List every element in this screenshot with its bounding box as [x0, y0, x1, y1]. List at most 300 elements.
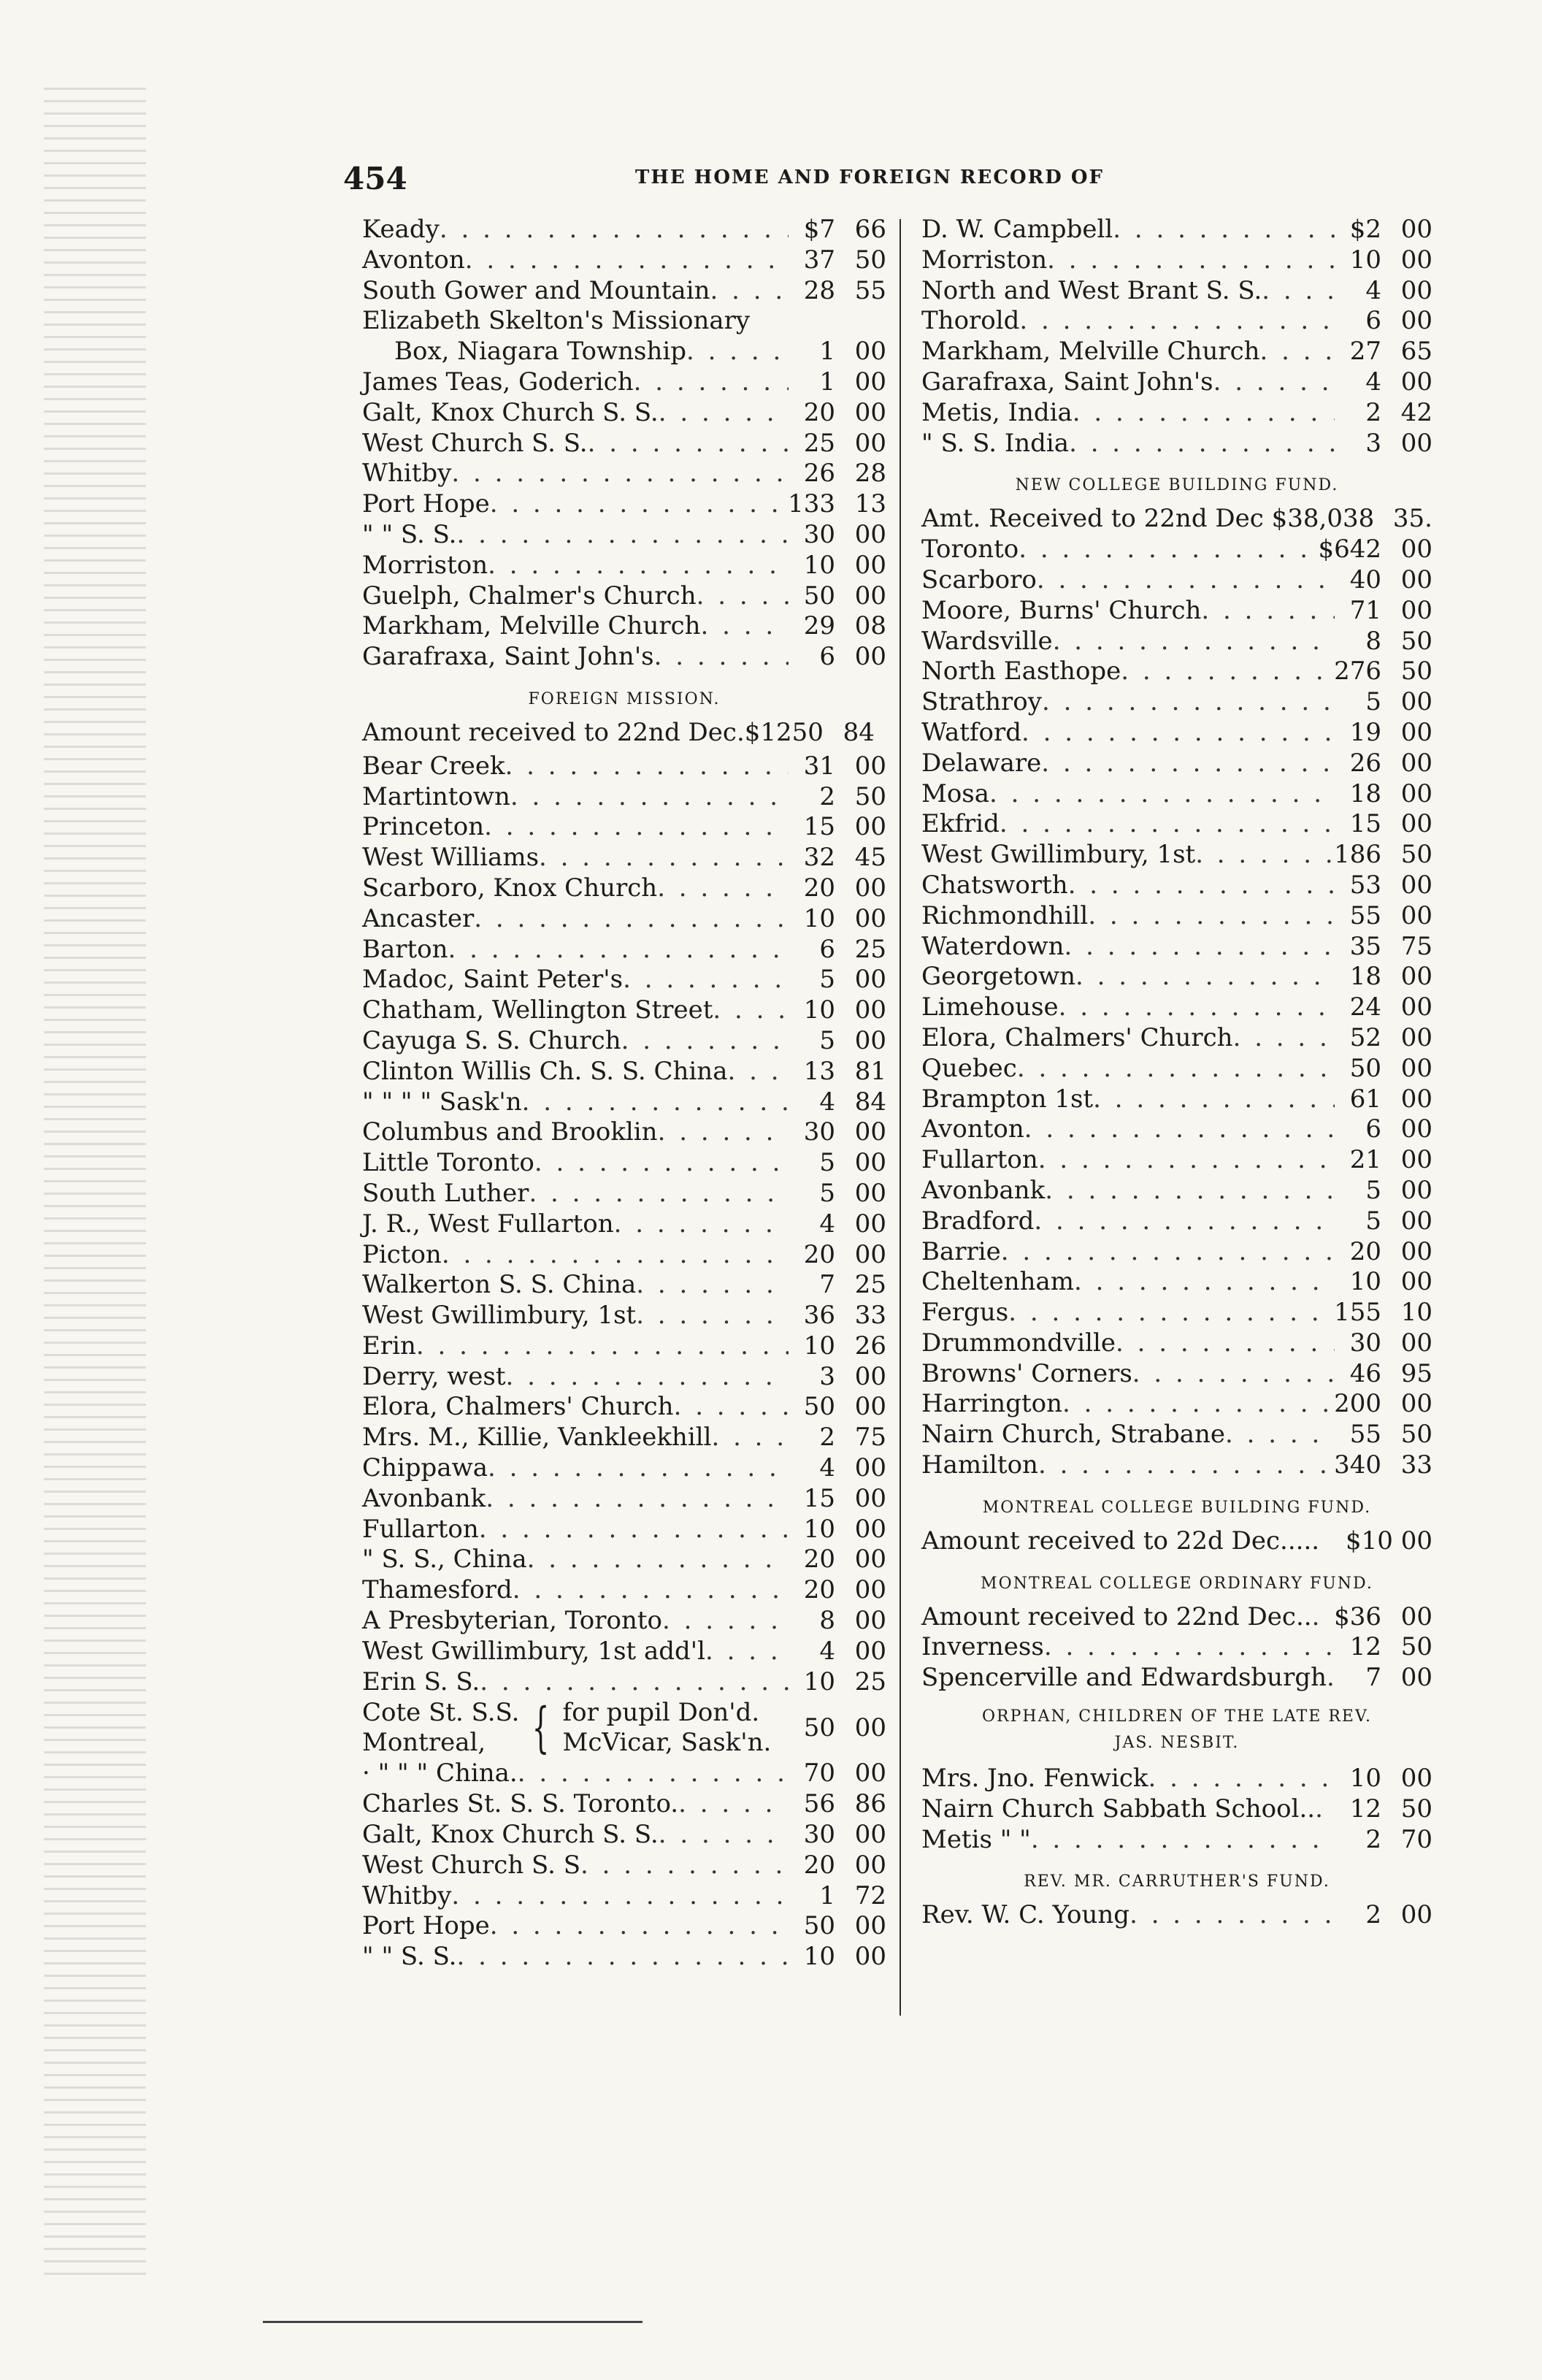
entry-cents: 00: [1400, 1900, 1432, 1930]
entry-cents: 00: [1400, 275, 1432, 305]
entry-name: Scarboro: [921, 565, 1037, 594]
list-item: [921, 1359, 1432, 1390]
leader-dots: [1260, 337, 1335, 367]
entry-dollars: 26: [1349, 748, 1381, 778]
entry-name: Brampton 1st: [921, 1084, 1094, 1114]
entry-dollars: 56: [803, 1789, 835, 1819]
college-amount-row: [921, 504, 1432, 535]
list-item: [362, 581, 886, 612]
entry-name: " S. S. India: [921, 428, 1070, 458]
entry-dollars: 7: [819, 1270, 835, 1300]
list-item: [362, 489, 886, 520]
entry-cents: 66: [854, 215, 886, 244]
entry-name: Amount received to 22d Dec.....: [921, 1526, 1320, 1556]
list-item: [362, 276, 886, 307]
entry-cents: 13: [854, 489, 886, 519]
entry-cents: 00: [854, 1942, 886, 1972]
list-item: [921, 1114, 1432, 1145]
leader-dots: [697, 581, 789, 612]
entry-dollars: 3: [1365, 428, 1381, 458]
leader-dots: [1017, 1054, 1335, 1084]
list-item: [362, 751, 886, 782]
entry-cents: 00: [1400, 809, 1432, 839]
leader-dots: [657, 873, 789, 904]
entry-cents: 00: [1400, 1175, 1432, 1205]
entry-name: Picton: [362, 1239, 442, 1269]
entry-cents: 00: [1400, 306, 1432, 336]
list-item: [362, 1545, 886, 1575]
entry-dollars: 12: [1349, 1632, 1381, 1662]
entry-cents: 50: [1400, 1420, 1432, 1450]
entry-dollars: 29: [803, 611, 835, 641]
leader-dots: [1044, 1632, 1335, 1663]
entry-cents: 00: [854, 965, 886, 995]
list-item: [921, 1825, 1432, 1856]
list-item: [921, 1176, 1432, 1206]
entry-dollars: 35: [1349, 931, 1381, 961]
leader-dots: [451, 1881, 789, 1912]
entry-dollars: 50: [803, 1713, 835, 1743]
entry-dollars: 25: [803, 428, 835, 458]
page-number: 454: [343, 161, 407, 196]
leader-dots: [442, 1240, 789, 1271]
entry-name: Rev. W. C. Young: [921, 1900, 1130, 1930]
entry-name: Derry, west: [362, 1361, 506, 1391]
leader-dots: [1053, 627, 1335, 657]
leader-dots: [1225, 1420, 1335, 1450]
entry-name: West Williams: [362, 843, 540, 873]
entry-cents: 00: [1400, 900, 1432, 930]
leader-dots: [1069, 429, 1335, 459]
leader-dots: [1201, 596, 1335, 627]
entry-name: Harrington: [921, 1389, 1062, 1419]
new-college-heading: NEW COLLEGE BUILDING FUND.: [1015, 476, 1339, 495]
entry-name: West Gwillimbury, 1st: [362, 1301, 637, 1331]
entry-name: Madoc, Saint Peter's: [362, 965, 624, 995]
entry-dollars: 4: [819, 1453, 835, 1483]
entry-dollars: 46: [1349, 1358, 1381, 1388]
list-item: [362, 1789, 886, 1820]
list-item: [921, 627, 1432, 657]
entry-dollars: 10: [803, 1514, 835, 1544]
list-item: [921, 1794, 1432, 1825]
leader-dots: [1073, 398, 1335, 429]
entry-dollars: 4: [1365, 367, 1381, 397]
leader-dots: [1062, 1389, 1334, 1420]
entry-cents: 00: [854, 367, 886, 397]
entry-dollars: 5: [819, 965, 835, 995]
leader-dots: [456, 520, 789, 551]
entry-dollars: 36: [803, 1301, 835, 1331]
list-item: [362, 337, 886, 367]
entry-name: Scarboro, Knox Church: [362, 873, 658, 903]
entry-cents: 65: [1400, 337, 1432, 367]
entry-dollars: 55: [1349, 1420, 1381, 1450]
entry-cents: 00: [854, 550, 886, 580]
entry-name: Limehouse: [921, 992, 1059, 1022]
entry-cents: 50: [854, 781, 886, 811]
entry-dollars: 18: [1349, 962, 1381, 992]
leader-dots: [518, 1759, 789, 1789]
entry-cents: 33: [854, 1301, 886, 1331]
list-item: [921, 245, 1432, 276]
entry-name: Charles St. S. S. Toronto.: [362, 1789, 679, 1819]
list-item: [362, 995, 886, 1026]
entry-cents: 00: [854, 1483, 886, 1513]
entry-name: Amt. Received to 22nd Dec $38,038: [921, 504, 1375, 534]
entry-cents: 00: [854, 337, 886, 367]
entry-name: James Teas, Goderich: [362, 367, 634, 397]
entry-dollars: 50: [803, 1911, 835, 1941]
entry-name: Moore, Burns' Church: [921, 595, 1202, 625]
list-item: [921, 429, 1432, 459]
entry-cents: 00: [1400, 1022, 1432, 1052]
entry-dollars: 10: [803, 903, 835, 933]
entry-dollars: 186: [1334, 840, 1381, 870]
entry-name: Mrs. M., Killie, Vankleekhill: [362, 1423, 712, 1453]
entry-name: Avonton: [921, 1114, 1024, 1144]
list-item: [921, 871, 1432, 901]
left-list-foreign-b: [362, 1759, 886, 1973]
list-item: [921, 1145, 1432, 1176]
list-item: [921, 779, 1432, 810]
entry-cents: 00: [854, 903, 886, 933]
entry-name: Bear Creek: [362, 751, 505, 781]
leader-dots: [1088, 901, 1335, 932]
entry-name: Toronto: [921, 535, 1019, 565]
leader-dots: [623, 965, 789, 995]
leader-dots: [659, 1820, 789, 1851]
list-item: [921, 901, 1432, 932]
entry-name: Richmondhill: [921, 900, 1089, 930]
entry-name: Amount received to 22nd Dec.: [362, 717, 745, 747]
entry-name: Watford: [921, 717, 1021, 747]
entry-cents: 50: [1400, 626, 1432, 656]
entry-cents: 00: [1400, 1145, 1432, 1175]
list-item: [362, 1209, 886, 1240]
list-item: [362, 1820, 886, 1851]
list-item: [362, 965, 886, 995]
entry-name: Chatsworth: [921, 870, 1068, 900]
entry-name: Drummondville: [921, 1328, 1116, 1358]
list-item: [362, 551, 886, 581]
entry-dollars: 5: [819, 1178, 835, 1208]
list-item: [362, 1881, 886, 1912]
entry-name: Amount received to 22nd Dec..: [921, 1602, 1312, 1631]
list-item: [921, 1389, 1432, 1420]
leader-dots: [614, 1209, 789, 1240]
leader-dots: [539, 843, 789, 873]
leader-dots: [658, 1117, 789, 1148]
list-item: [362, 642, 886, 673]
leader-dots: [1262, 276, 1335, 307]
leader-dots: [1041, 749, 1335, 779]
entry-name: Morriston: [362, 550, 488, 580]
entry-cents: 00: [854, 1575, 886, 1605]
leader-dots: [989, 779, 1335, 810]
leader-dots: [1129, 1900, 1335, 1931]
entry-dollars: 5: [819, 1025, 835, 1055]
entry-name: Port Hope: [362, 489, 490, 519]
entry-cents: 42: [1400, 397, 1432, 427]
entry-cents: 50: [854, 245, 886, 275]
montreal-building-amount-row: [921, 1526, 1432, 1557]
entry-name: Ekfrid: [921, 809, 1000, 839]
entry-cents: 28: [854, 459, 886, 489]
entry-name: South Gower and Mountain: [362, 275, 710, 305]
leader-dots: [522, 1087, 789, 1118]
entry-name: Clinton Willis Ch. S. S. China: [362, 1056, 728, 1086]
list-item: [362, 1240, 886, 1271]
leader-dots: [621, 1026, 789, 1057]
list-item: [921, 1023, 1432, 1054]
list-item: [921, 932, 1432, 963]
entry-dollars: 21: [1349, 1145, 1381, 1175]
list-item: [362, 1362, 886, 1393]
entry-dollars: 20: [803, 1850, 835, 1880]
leader-dots: [474, 904, 789, 935]
entry-dollars: 10: [1349, 1267, 1381, 1297]
montreal-building-heading: MONTREAL COLLEGE BUILDING FUND.: [982, 1498, 1372, 1517]
entry-dollars: 50: [803, 581, 835, 611]
entry-dollars: 6: [1365, 306, 1381, 336]
leader-dots: [488, 1453, 789, 1484]
entry-dollars: 2: [1365, 1900, 1381, 1930]
entry-dollars: $1250: [744, 717, 824, 747]
entry-dollars: 6: [819, 934, 835, 964]
entry-cents: 50: [1400, 1632, 1432, 1662]
entry-cents: 00: [854, 812, 886, 842]
entry-name: Mrs. Jno. Fenwick: [921, 1764, 1148, 1794]
entry-name: Hamilton: [921, 1450, 1038, 1480]
entry-dollars: 18: [1349, 778, 1381, 808]
right-column: [921, 215, 1432, 1931]
entry-dollars: 30: [803, 519, 835, 549]
entry-name: Browns' Corners: [921, 1358, 1132, 1388]
list-item: [921, 749, 1432, 779]
entry-name: Chatham, Wellington Street: [362, 995, 713, 1025]
leader-dots: [451, 459, 789, 489]
entry-cents: 00: [854, 1148, 886, 1178]
entry-dollars: 70: [803, 1759, 835, 1788]
list-item: [362, 1911, 886, 1942]
entry-name: · " " " China.: [362, 1759, 518, 1788]
entry-dollars: 15: [803, 812, 835, 842]
entry-name: Fullarton: [362, 1514, 479, 1544]
list-item: [921, 1663, 1432, 1694]
list-item: [921, 840, 1432, 871]
entry-dollars: 8: [819, 1606, 835, 1636]
leader-dots: [534, 1148, 789, 1179]
list-item: [362, 1117, 886, 1148]
entry-dollars: 30: [803, 1820, 835, 1850]
leader-dots: [1065, 932, 1335, 963]
list-item: [362, 843, 886, 873]
entry-dollars: 20: [803, 873, 835, 903]
entry-cents: 00: [854, 1759, 886, 1788]
entry-dollars: 50: [803, 1392, 835, 1422]
cote-entry: [362, 1697, 886, 1759]
entry-name: Waterdown: [921, 931, 1065, 961]
entry-cents: 50: [1400, 1794, 1432, 1824]
entry-dollars: 5: [819, 1148, 835, 1178]
entry-name: South Luther: [362, 1178, 529, 1208]
leader-dots: [490, 1911, 789, 1942]
entry-name: North and West Brant S. S.: [921, 275, 1262, 305]
entry-dollars: 10: [803, 550, 835, 580]
list-item: [362, 1575, 886, 1606]
entry-dollars: 55: [1349, 900, 1381, 930]
leader-dots: [686, 337, 789, 367]
entry-name: " " " " Sask'n: [362, 1087, 522, 1117]
entry-cents: 75: [854, 1423, 886, 1453]
right-list-orphan: [921, 1764, 1432, 1855]
entry-dollars: 1: [819, 337, 835, 367]
entry-dollars: 2: [1365, 1824, 1381, 1854]
leader-dots: [1075, 962, 1335, 992]
entry-cents: 00: [854, 1606, 886, 1636]
entry-dollars: 32: [803, 843, 835, 873]
leader-dots: [1148, 1764, 1335, 1794]
leader-dots: [1093, 1084, 1335, 1115]
entry-cents: 00: [1400, 535, 1432, 565]
entry-cents: 00: [854, 1117, 886, 1147]
list-item: [362, 1606, 886, 1637]
entry-name: Morriston: [921, 245, 1048, 275]
entry-dollars: 13: [803, 1056, 835, 1086]
entry-dollars: 20: [803, 1239, 835, 1269]
leader-dots: [1024, 1114, 1335, 1145]
entry-dollars: 52: [1349, 1022, 1381, 1052]
entry-name: West Church S. S.: [362, 428, 588, 458]
list-item: [362, 1179, 886, 1209]
list-item: [921, 276, 1432, 307]
entry-cents: 00: [854, 1392, 886, 1422]
entry-dollars: 10: [1349, 1764, 1381, 1794]
entry-cents: 25: [854, 1667, 886, 1696]
leader-dots: [1116, 1328, 1335, 1359]
entry-cents: 00: [1400, 245, 1432, 275]
entry-dollars: 10: [803, 1942, 835, 1972]
leader-dots: [490, 489, 788, 520]
entry-name: Wardsville: [921, 626, 1053, 656]
page-header: [343, 161, 1227, 204]
entry-dollars: 155: [1334, 1298, 1381, 1328]
entry-dollars: 30: [1349, 1328, 1381, 1358]
list-item: [362, 1759, 886, 1789]
entry-name: Garafraxa, Saint John's: [362, 642, 654, 672]
entry-dollars: 15: [1349, 809, 1381, 839]
entry-dollars: 10: [803, 995, 835, 1025]
leader-dots: [659, 398, 789, 429]
entry-name: West Gwillimbury, 1st add'l: [362, 1636, 706, 1666]
entry-cents: 00: [1400, 992, 1432, 1022]
list-item: [362, 1026, 886, 1057]
entry-cents: 84: [854, 1087, 886, 1117]
entry-name: Elora, Chalmers' Church: [921, 1022, 1233, 1052]
entry-name: Walkerton S. S. China: [362, 1270, 637, 1300]
leader-dots: [711, 1423, 789, 1453]
entry-name: Spencerville and Edwardsburgh: [921, 1663, 1327, 1693]
entry-dollars: 10: [803, 1667, 835, 1696]
list-item: [362, 812, 886, 843]
entry-name: Whitby: [362, 459, 452, 489]
entry-name: Erin: [362, 1331, 416, 1361]
entry-dollars: $2: [1349, 215, 1381, 244]
entry-name: Fullarton: [921, 1145, 1038, 1175]
leader-dots: [1132, 1359, 1335, 1390]
list-item: [921, 1237, 1432, 1268]
entry-cents: 00: [854, 1209, 886, 1239]
entry-cents: 00: [1400, 367, 1432, 397]
entry-cents: 00: [854, 873, 886, 903]
entry-value: $10 00: [1346, 1526, 1432, 1556]
list-item: [921, 535, 1432, 565]
list-item: [921, 565, 1432, 596]
entry-dollars: 3: [819, 1361, 835, 1391]
list-item: [921, 1328, 1432, 1359]
leader-dots: [1001, 1237, 1335, 1268]
leader-dots: [705, 1637, 789, 1667]
leader-dots: [1195, 840, 1334, 871]
entry-name: Avonton: [362, 245, 465, 275]
entry-cents: 00: [1400, 1053, 1432, 1083]
list-item: [362, 429, 886, 459]
entry-cents: 45: [854, 843, 886, 873]
entry-dollars: 71: [1349, 595, 1381, 625]
entry-name: A Presbyterian, Toronto: [362, 1606, 662, 1636]
entry-cents: 00: [1400, 1206, 1432, 1236]
entry-name: Whitby: [362, 1880, 452, 1910]
list-item: [362, 1942, 886, 1973]
entry-dollars: 10: [1349, 245, 1381, 275]
leader-dots: [1074, 1267, 1335, 1298]
entry-cents: 00: [854, 1713, 886, 1743]
leader-dots: [1019, 306, 1335, 337]
entry-dollars: 19: [1349, 717, 1381, 747]
list-item: [921, 1900, 1432, 1931]
entry-name: Erin S. S.: [362, 1667, 480, 1696]
entry-cents: 00: [1400, 1602, 1432, 1631]
list-item: [921, 398, 1432, 429]
entry-cents: 00: [854, 995, 886, 1025]
entry-cents: 33: [1400, 1450, 1432, 1480]
entry-name: Quebec: [921, 1053, 1017, 1083]
entry-name: " S. S., China: [362, 1545, 527, 1574]
cote-right-line2: McVicar, Sask'n.: [562, 1728, 772, 1758]
entry-cents: 00: [1400, 870, 1432, 900]
entry-dollars: 20: [803, 397, 835, 427]
leader-dots: [713, 995, 789, 1026]
entry-cents: 00: [1400, 1389, 1432, 1419]
entry-cents: 00: [1400, 1764, 1432, 1794]
list-item: [921, 718, 1432, 749]
entry-dollars: 61: [1349, 1084, 1381, 1114]
leader-dots: [662, 1606, 789, 1637]
entry-dollars: 20: [803, 1545, 835, 1574]
leader-dots: [1327, 1663, 1335, 1694]
entry-name: Princeton: [362, 812, 485, 842]
entry-name: Garafraxa, Saint John's: [921, 367, 1213, 397]
list-item: [921, 1084, 1432, 1115]
list-item: [921, 596, 1432, 627]
entry-cents: 00: [854, 519, 886, 549]
cote-left-line2: Montreal,: [362, 1728, 486, 1758]
leader-dots: [486, 1484, 789, 1515]
list-item: [362, 1087, 886, 1118]
entry-name: D. W. Campbell: [921, 215, 1113, 244]
entry-dollars: 50: [1349, 1053, 1381, 1083]
